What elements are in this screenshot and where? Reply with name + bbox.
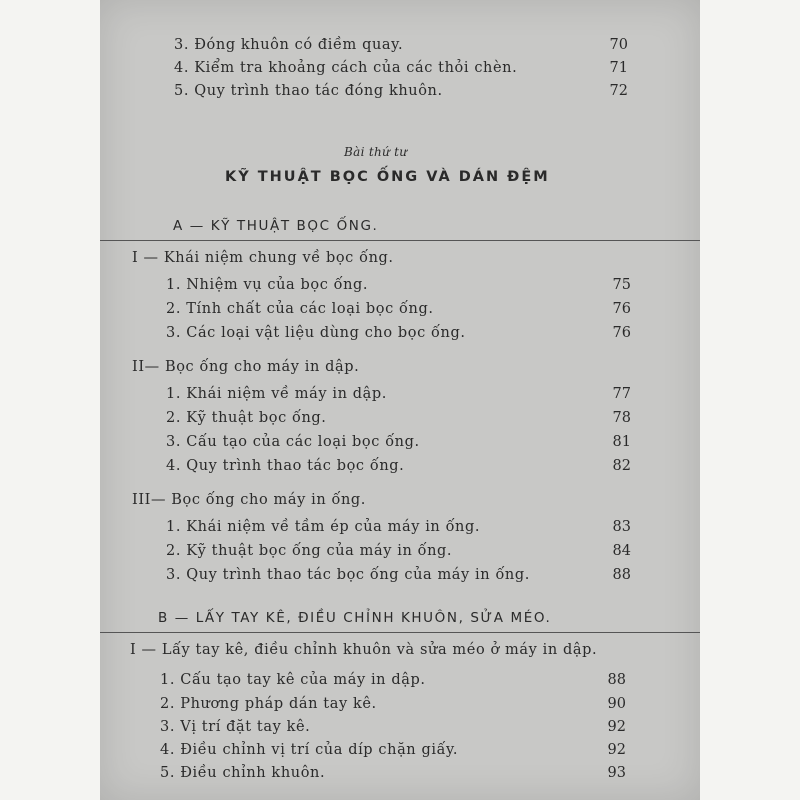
page-number: 76	[612, 301, 631, 317]
book-page	[100, 0, 700, 800]
section-heading: I — Lấy tay kê, điều chỉnh khuôn và sửa méo ở máy in dập.	[130, 642, 598, 658]
toc-entry: 5. Quy trình thao tác đóng khuôn.	[174, 83, 443, 99]
toc-entry: 3. Đóng khuôn có điềm quay.	[174, 37, 404, 53]
page-number: 92	[607, 742, 626, 758]
toc-entry: 4. Kiểm tra khoảng cách của các thỏi chèn.	[174, 60, 518, 76]
toc-entry: 1. Khái niệm về máy in dập.	[166, 386, 387, 402]
toc-entry: 3. Các loại vật liệu dùng cho bọc ống.	[166, 325, 466, 341]
page-number: 93	[607, 765, 626, 781]
lesson-title: KỸ THUẬT BỌC ỐNG VÀ DÁN ĐỆM	[225, 169, 550, 185]
toc-entry: 2. Kỹ thuật bọc ống của máy in ống.	[166, 543, 453, 559]
toc-entry: 3. Quy trình thao tác bọc ống của máy in ống.	[166, 567, 530, 583]
part-a-heading: A — KỸ THUẬT BỌC ỐNG.	[173, 218, 379, 234]
page-number: 71	[609, 60, 628, 76]
page-number: 81	[612, 434, 631, 450]
page-number: 76	[612, 325, 631, 341]
section-heading: III— Bọc ống cho máy in ống.	[132, 492, 366, 508]
toc-entry: 1. Khái niệm về tầm ép của máy in ống.	[166, 519, 481, 535]
page-number: 82	[612, 458, 631, 474]
page-number: 88	[612, 567, 631, 583]
toc-entry: 2. Kỹ thuật bọc ống.	[166, 410, 327, 426]
page-number: 83	[612, 519, 631, 535]
page-number: 84	[612, 543, 631, 559]
toc-entry: 1. Nhiệm vụ của bọc ống.	[166, 277, 369, 293]
page-number: 88	[607, 672, 626, 688]
toc-entry: 3. Cấu tạo của các loại bọc ống.	[166, 434, 420, 450]
section-heading: II— Bọc ống cho máy in dập.	[132, 359, 360, 375]
toc-entry: 4. Quy trình thao tác bọc ống.	[166, 458, 405, 474]
section-heading: I — Khái niệm chung về bọc ống.	[132, 250, 394, 266]
lesson-subtitle: Bài thứ tư	[344, 145, 408, 159]
part-b-heading: B — LẤY TAY KÊ, ĐIỀU CHỈNH KHUÔN, SỬA MÉO.	[158, 610, 552, 626]
toc-entry: 2. Tính chất của các loại bọc ống.	[166, 301, 434, 317]
toc-entry: 4. Điều chỉnh vị trí của díp chặn giấy.	[160, 742, 459, 758]
toc-entry: 5. Điều chỉnh khuôn.	[160, 765, 326, 781]
page-number: 90	[607, 696, 626, 712]
page-number: 75	[612, 277, 631, 293]
toc-entry: 1. Cấu tạo tay kê của máy in dập.	[160, 672, 426, 688]
page-number: 92	[607, 719, 626, 735]
page-number: 78	[612, 410, 631, 426]
page-number: 72	[609, 83, 628, 99]
divider	[100, 240, 700, 241]
divider	[100, 632, 700, 633]
toc-entry: 3. Vị trí đặt tay kê.	[160, 719, 311, 735]
page-number: 77	[612, 386, 631, 402]
page-number: 70	[609, 37, 628, 53]
toc-entry: 2. Phương pháp dán tay kê.	[160, 696, 377, 712]
